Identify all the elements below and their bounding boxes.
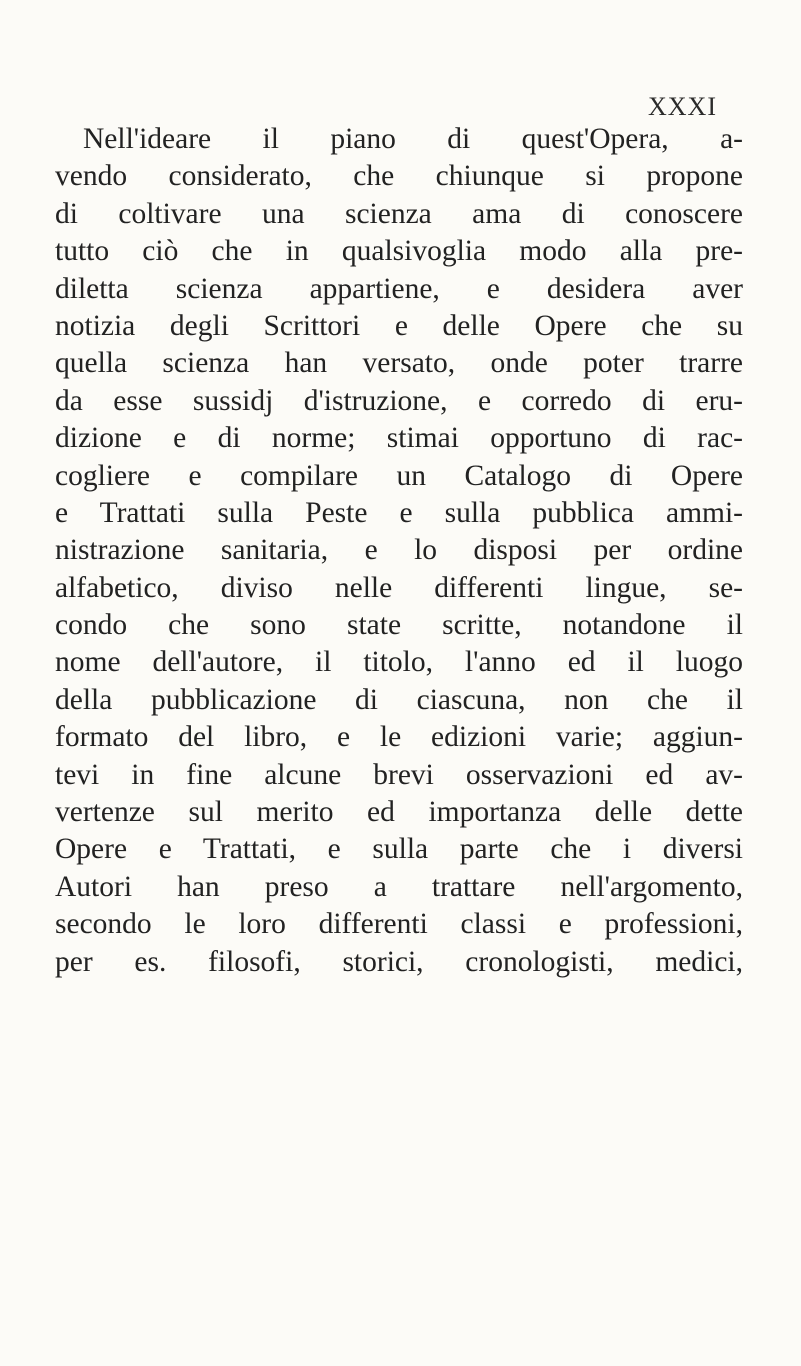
text-line: nome dell'autore, il titolo, l'anno ed il luogo xyxy=(55,646,743,679)
text-line: tutto ciò che in qualsivoglia modo alla pre- xyxy=(55,235,743,268)
page-number: XXXI xyxy=(648,92,717,121)
text-line: secondo le loro differenti classi e professioni, xyxy=(55,908,743,941)
text-line: da esse sussidj d'istruzione, e corredo di eru- xyxy=(55,384,743,417)
text-line: per es. filosofi, storici, cronologisti, medici, xyxy=(55,945,743,978)
text-line: della pubblicazione di ciascuna, non che il xyxy=(55,683,743,716)
text-line: tevi in fine alcune brevi osservazioni ed av- xyxy=(55,758,743,791)
text-line: notizia degli Scrittori e delle Opere che su xyxy=(55,309,743,342)
text-line: Opere e Trattati, e sulla parte che i diversi xyxy=(55,833,743,866)
text-line: cogliere e compilare un Catalogo di Opere xyxy=(55,459,743,492)
text-line: alfabetico, diviso nelle differenti lingue, se- xyxy=(55,571,743,604)
text-line: quella scienza han versato, onde poter trarre xyxy=(55,347,743,380)
text-line: e Trattati sulla Peste e sulla pubblica ammi- xyxy=(55,496,743,529)
text-line: diletta scienza appartiene, e desidera aver xyxy=(55,272,743,305)
text-line: vendo considerato, che chiunque si propone xyxy=(55,160,743,193)
text-line: dizione e di norme; stimai opportuno di rac- xyxy=(55,422,743,455)
text-line: vertenze sul merito ed importanza delle dette xyxy=(55,796,743,829)
text-line: Nell'ideare il piano di quest'Opera, a- xyxy=(83,123,743,155)
text-line: di coltivare una scienza ama di conoscere xyxy=(55,197,743,230)
text-line: Autori han preso a trattare nell'argomento, xyxy=(55,870,743,903)
text-line: nistrazione sanitaria, e lo disposi per ordine xyxy=(55,534,743,567)
text-line: condo che sono state scritte, notandone il xyxy=(55,609,743,642)
body-text xyxy=(55,121,743,981)
text-line: formato del libro, e le edizioni varie; aggiun- xyxy=(55,721,743,754)
